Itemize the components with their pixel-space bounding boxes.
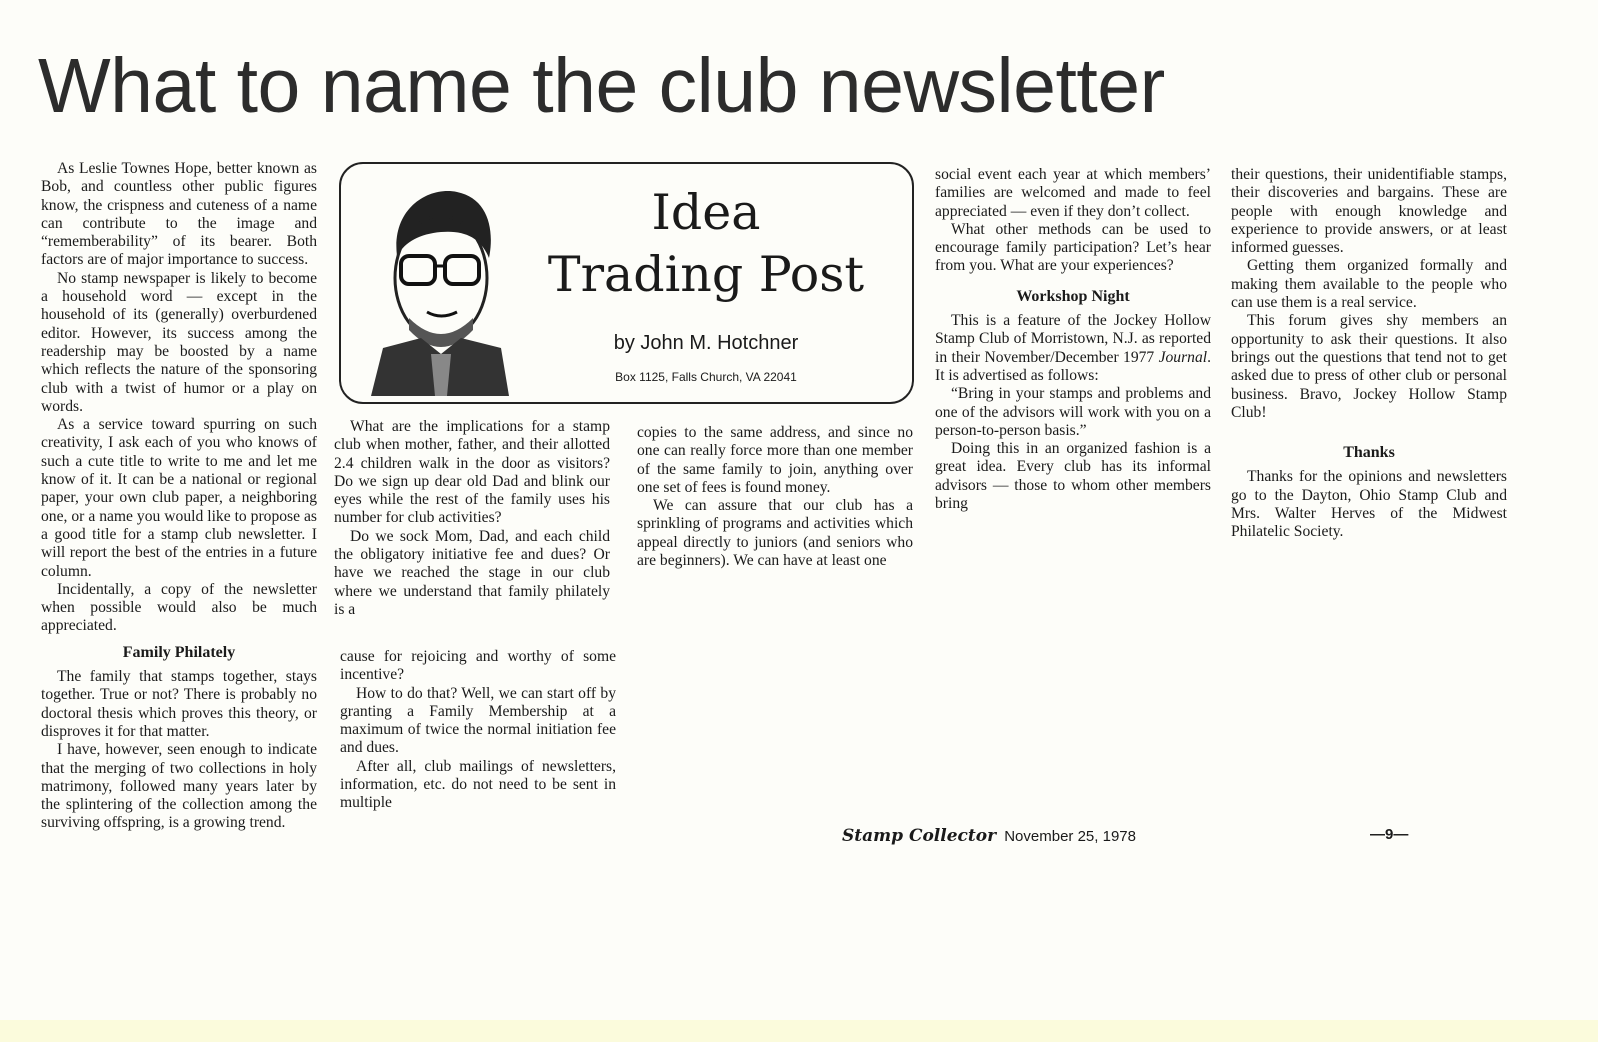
paragraph: Do we sock Mom, Dad, and each child the obligatory initiative fee and dues? Or have we reached the stage in our club where we understand that family philately is a [334, 527, 610, 618]
issue-date: November 25, 1978 [1004, 828, 1136, 845]
paragraph: After all, club mailings of newsletters, information, etc. do not need to be sent in multiple [340, 757, 616, 812]
paragraph: cause for rejoicing and worthy of some incentive? [340, 648, 616, 684]
paragraph: I have, however, seen enough to indicate that the merging of two collections in holy matrimony, followed many years later by the splintering of the collection among the surviving offspring, is a growing trend. [41, 741, 317, 832]
paragraph: Doing this in an organized fashion is a great idea. Every club has its informal advisors — those to whom other members bring [935, 440, 1211, 513]
paragraph: We can assure that our club has a sprinkling of programs and activities which appeal directly to juniors (and seniors who are beginners). We can have at least one [637, 497, 913, 570]
paragraph: “Bring in your stamps and problems and one of the advisors will work with you on a person-to-person basis.” [935, 385, 1211, 439]
paragraph: How to do that? Well, we can start off by granting a Family Membership at a maximum of twice the normal initiation fee and dues. [340, 684, 616, 757]
column-header-box [339, 162, 914, 404]
paragraph: Getting them organized formally and making them available to the people who can use them is a real service. [1231, 257, 1507, 312]
paragraph: This is a feature of the Jockey Hollow Stamp Club of Morristown, N.J. as reported in their November/December 1977 Journal. It is advertised as follows: [935, 312, 1211, 384]
subhead-workshop-night: Workshop Night [1016, 287, 1130, 305]
paragraph: social event each year at which members’ families are welcomed and made to feel appreciated — even if they don’t collect. [935, 166, 1211, 220]
column-5 [1231, 166, 1507, 542]
column-2-continued [340, 648, 616, 813]
author-portrait [369, 178, 509, 398]
paragraph: This forum gives shy members an opportunity to ask their questions. It also brings out the questions that tend not to get asked due to press of other club or personal business. Bravo, Jockey Hollow Stamp Club! [1231, 312, 1507, 421]
paragraph: their questions, their unidentifiable stamps, their discoveries and bargains. These are people with enough knowledge and experience to provide answers, or at least informed guesses. [1231, 166, 1507, 257]
column-2 [334, 418, 610, 619]
column-4 [935, 166, 1211, 513]
paragraph: As Leslie Townes Hope, better known as Bob, and countless other public figures know, the crispness and cuteness of a name can contribute to the image and “rememberability” of its bearer. Both factors are of major importance to success. [41, 160, 317, 269]
subhead-family-philately: Family Philately [122, 643, 236, 661]
paragraph: What are the implications for a stamp club when mother, father, and their allotted 2.4 children walk in the door as visitors? Do we sign up dear old Dad and blink our eyes while the rest of the family uses his number for club activities? [334, 418, 610, 527]
byline: by John M. Hotchner [613, 332, 799, 354]
paragraph: copies to the same address, and since no one can really force more than one member of the same family to join, anything over one set of fees is found money. [637, 424, 913, 496]
page-number: —9— [1370, 826, 1409, 843]
headline: What to name the club newsletter [38, 43, 1165, 129]
paragraph: The family that stamps together, stays together. True or not? There is probably no doctoral thesis which proves this theory, or disproves it for that matter. [41, 668, 317, 740]
author-address: Box 1125, Falls Church, VA 22041 [615, 370, 797, 384]
column-1 [41, 160, 317, 833]
paragraph: What other methods can be used to encourage family participation? Let’s hear from you. What are your experiences? [935, 220, 1211, 275]
paragraph: As a service toward spurring on such creativity, I ask each of you who knows of such a cute title to write to me and let me know of it. It can be a national or regional paper, your own club paper, a neighboring one, or a name you would like to propose as a good title for a stamp club newsletter. I will report the best of the entries in a future column. [41, 416, 317, 580]
footer [842, 826, 1136, 846]
bottom-edge [0, 1020, 1598, 1042]
publication-logo: Stamp Collector [842, 826, 997, 846]
subhead-thanks: Thanks [1343, 444, 1395, 462]
paragraph: Incidentally, a copy of the newsletter when possible would also be much appreciated. [41, 580, 317, 635]
paragraph: Thanks for the opinions and newsletters go to the Dayton, Ohio Stamp Club and Mrs. Walter Herves of the Midwest Philatelic Society. [1231, 468, 1507, 541]
column-title-line-1: Idea [651, 184, 761, 241]
column-title-line-2: Trading Post [547, 246, 865, 303]
paragraph: No stamp newspaper is likely to become a household word — except in the household of its (generally) overburdened editor. However, its success among the readership may be boosted by a name which reflects the nature of the sponsoring club with a twist of humor or a play on words. [41, 269, 317, 415]
column-3 [637, 424, 913, 570]
